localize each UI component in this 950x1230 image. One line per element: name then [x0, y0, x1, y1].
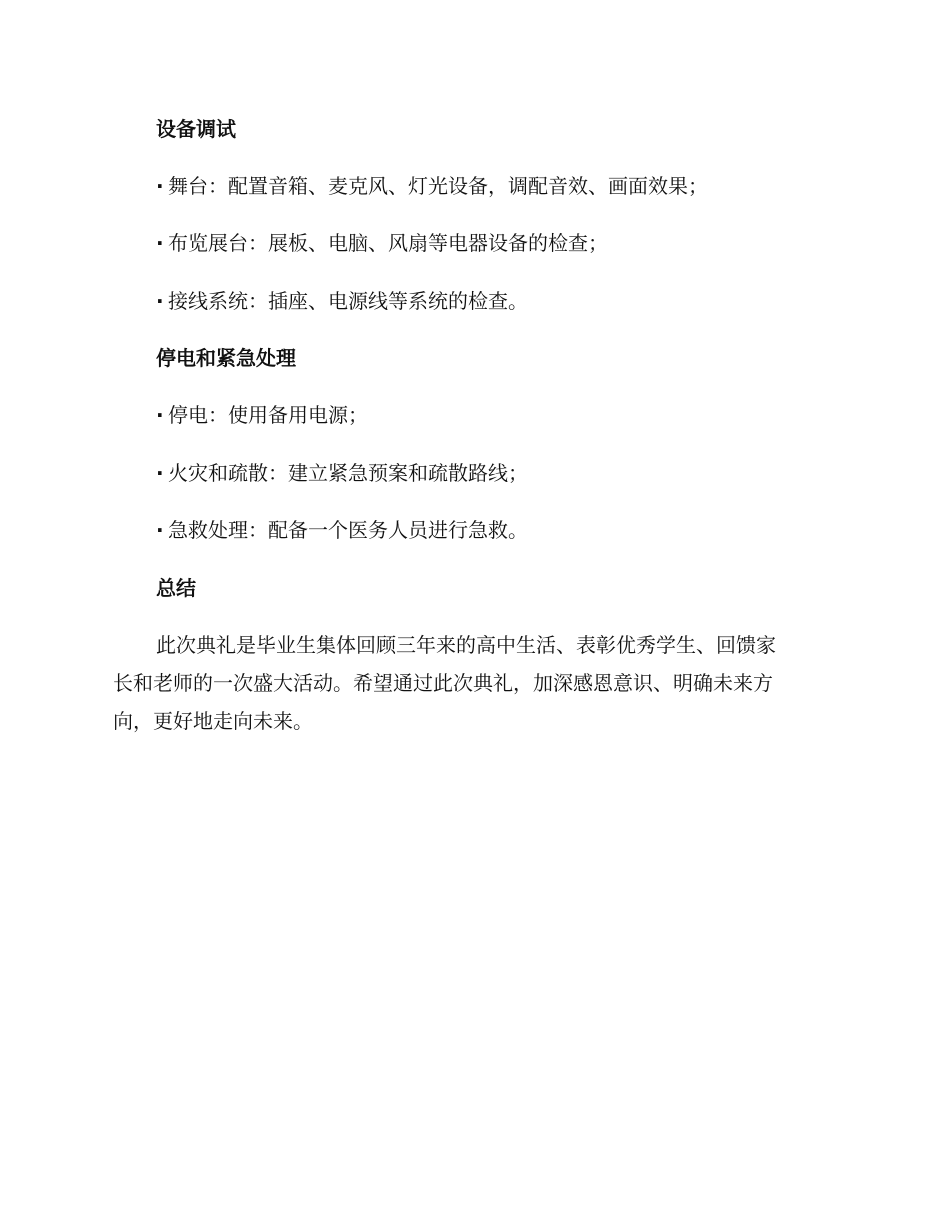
bullet-item — [156, 172, 708, 200]
section-heading-emergency: 停电和紧急处理 — [156, 346, 296, 370]
bullet-dot: · — [156, 518, 164, 542]
bullet-dot: · — [156, 289, 164, 313]
bullet-dot: · — [156, 174, 164, 198]
bullet-item — [156, 516, 528, 544]
paragraph-line: 向，更好地走向未来。 — [113, 709, 313, 733]
bullet-text: 停电：使用备用电源； — [168, 403, 368, 427]
bullet-text: 急救处理：配备一个医务人员进行急救。 — [168, 518, 528, 542]
section-heading-equipment: 设备调试 — [156, 117, 236, 141]
paragraph-line: 此次典礼是毕业生集体回顾三年来的高中生活、表彰优秀学生、回馈家 — [156, 633, 776, 657]
bullet-dot: · — [156, 461, 164, 485]
bullet-item — [156, 401, 368, 429]
bullet-text: 布览展台：展板、电脑、风扇等电器设备的检查； — [168, 231, 608, 255]
paragraph-line: 长和老师的一次盛大活动。希望通过此次典礼，加深感恩意识、明确未来方 — [113, 671, 773, 695]
section-heading-summary: 总结 — [156, 576, 196, 600]
bullet-item — [156, 229, 608, 257]
bullet-text: 火灾和疏散：建立紧急预案和疏散路线； — [168, 461, 528, 485]
bullet-text: 舞台：配置音箱、麦克风、灯光设备，调配音效、画面效果； — [168, 174, 708, 198]
bullet-item — [156, 287, 528, 315]
bullet-text: 接线系统：插座、电源线等系统的检查。 — [168, 289, 528, 313]
bullet-item — [156, 459, 528, 487]
bullet-dot: · — [156, 403, 164, 427]
bullet-dot: · — [156, 231, 164, 255]
summary-paragraph — [113, 626, 829, 740]
